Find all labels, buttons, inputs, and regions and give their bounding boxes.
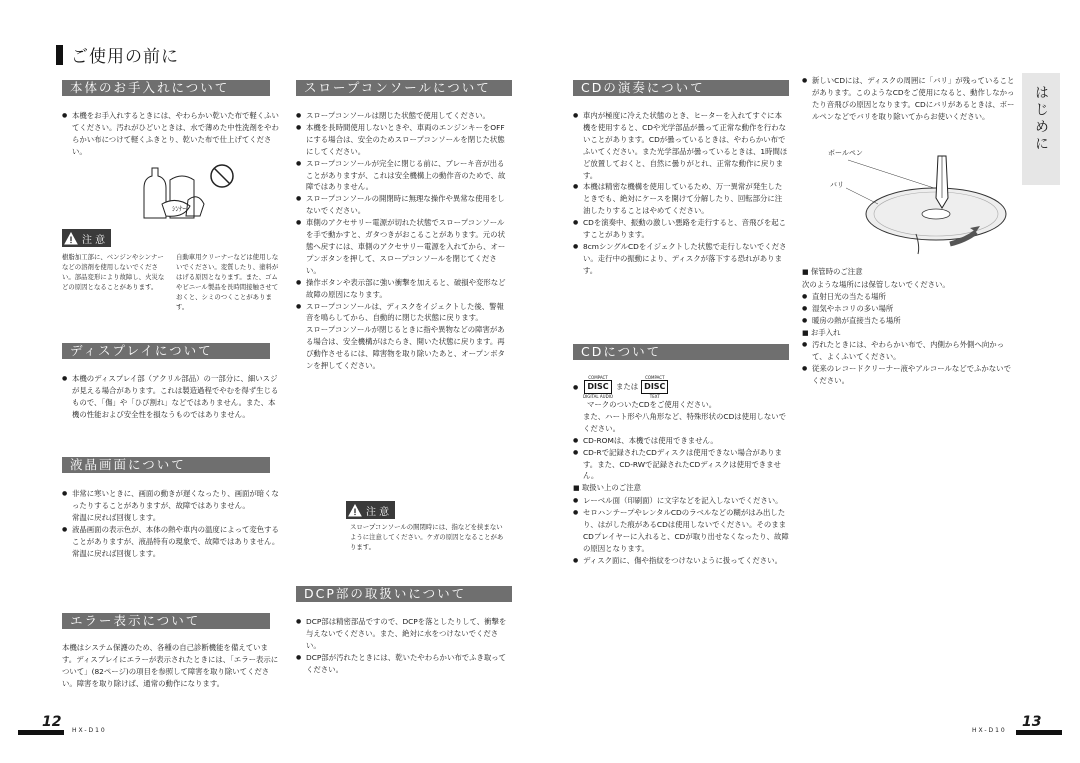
heading-cd-about: CDについて	[573, 344, 789, 360]
body-care-text	[62, 110, 280, 158]
cd-about-item-1: ● CD-ROMは、本機では使用できません。	[573, 435, 789, 447]
left-page-number: 12	[42, 714, 62, 730]
logo1-main: DISC	[584, 380, 611, 394]
error-text: 本機はシステム保護のため、各種の自己診断機能を備えています。ディスプレイにエラーが表示されたときには、「エラー表示について」(82ページ)の項目を参照して障害を取り除いてください。障害を取り除けば、通常の動作になります。	[62, 643, 279, 688]
side-tab-label: はじめに	[1033, 85, 1049, 153]
dcp-item-2: ● DCP部が汚れたときには、乾いたやわらかい布でふき取ってください。	[296, 652, 510, 676]
storage-item-2: ● 湿気やホコリの多い場所	[802, 303, 1016, 315]
slope-item-8: スロープコンソールが閉じるときに指や異物などの障害がある場合は、安全機構がはたらき、開いた状態に戻ります。再び動作させるには、障害物を取り除いたあと、オープンボタンを押してください。	[306, 325, 505, 371]
caution-label: 注 意	[366, 506, 390, 518]
care-item-2: ● 従来のレコードクリーナー液やアルコールなどでふかないでください。	[802, 363, 1016, 387]
slope-item-2: ● 本機を長時間使用しないときや、車両のエンジンキーをOFFにする場合は、安全のためスロープコンソールを閉じた状態にしてください。	[296, 122, 510, 158]
handling-item-1: ● レーベル面（印刷面）に文字などを記入しないでください。	[573, 495, 789, 507]
logo2-main: DISC	[641, 380, 668, 394]
cd-play-item-4: ● 8cmシングルCDをイジェクトした状態で走行しないでください。走行中の振動により、ディスクが落下する恐れがあります。	[573, 241, 789, 277]
slope-item-6: ● 操作ボタンや表示部に強い衝撃を加えると、破損や変形など故障の原因になります。	[296, 277, 510, 301]
slope-item-3: ● スロープコンソールが完全に閉じる前に、ブレーキ音が出ることがありますが、これは安全機構上の動作音のためで、故障ではありません。	[296, 158, 510, 194]
cd-play-item-2: ● 本機は精密な機構を使用しているため、万一異常が発生したときでも、絶対にケースを開けて分解したり、回転部分に注油したりすることはやめてください。	[573, 181, 789, 217]
new-cd-item: ● 新しいCDには、ディスクの周囲に「バリ」が残っていることがあります。このようなCDをご使用になると、動作しなかったり音飛びの原因となります。CDにバリがあるときは、ボールペンなどでバリを取り除いてからお使いください。	[802, 75, 1016, 123]
heading-cd-play: CDの演奏について	[573, 80, 789, 96]
lcd-text	[62, 488, 280, 559]
heading-dcp: DCP部の取扱いについて	[296, 586, 512, 602]
display-text	[62, 373, 280, 421]
label-burr: バリ	[830, 181, 844, 189]
cd-about-cont: また、ハート形や八角形など、特殊形状のCDは使用しないでください。	[583, 411, 787, 433]
slope-caution-text: スロープコンソールの開閉時には、指などを挟まないように注意してください。ケガの原因となることがあります。	[350, 523, 504, 551]
heading-body-care: 本体のお手入れについて	[62, 80, 270, 96]
logo2-top: COMPACT	[645, 375, 665, 380]
storage-intro: 次のような場所には保管しないでください。	[802, 279, 950, 289]
slope-item-1: ● スロープコンソールは閉じた状態で使用してください。	[296, 110, 510, 122]
right-model: HX-D10	[972, 727, 1007, 734]
label-ballpoint-pen: ボールペン	[828, 149, 863, 157]
dcp-item-1: ● DCP部は精密部品ですので、DCPを落としたりして、衝撃を与えないでください。また、絶対に水をつけないでください。	[296, 616, 510, 652]
care-title: ■ お手入れ	[802, 327, 1016, 340]
compact-disc-digital-audio-logo	[583, 375, 613, 399]
care-item-1: ● 汚れたときには、やわらかい布で、内側から外側へ向かって、よくふいてください。	[802, 339, 1016, 363]
caution-text-right: 自動車用クリーナーなどは使用しないでください。変質したり、塗料がはげる原因となります。また、ゴムやビニール製品を長時間接触させておくと、シミのつくことがあります。	[176, 253, 279, 311]
handling-item-3: ● ディスク面に、傷や指紋をつけないように扱ってください。	[573, 555, 789, 567]
caution-text-left: 樹脂加工部に、ベンジンやシンナーなどの溶剤を使用しないでください。部品変形により故障し、火災などの原因となることがあります。	[62, 253, 165, 291]
logo1-top: COMPACT	[588, 375, 608, 380]
heading-display: ディスプレイについて	[62, 343, 270, 359]
svg-text:ｼﾝﾅｰ: ｼﾝﾅｰ	[172, 205, 186, 213]
logo-text: マークのついたCDをご使用ください。	[587, 400, 717, 409]
cd-play-item-3: ● CDを演奏中、振動の激しい悪路を走行すると、音飛びを起こすことがあります。	[573, 217, 789, 241]
page-title-wrap	[56, 42, 179, 67]
cleaning-illustration	[136, 160, 246, 222]
body-care-item: ● 本機をお手入れするときには、やわらかい乾いた布で軽くふいてください。汚れがひどいときは、水で薄めた中性洗剤をやわらかい布につけて軽くふきとり、乾いた布で仕上げてください。	[62, 110, 280, 158]
handling-title: ■ 取扱い上のご注意	[573, 482, 789, 495]
new-cd-text	[802, 75, 1016, 123]
error-text-block	[62, 642, 280, 690]
page-title: ご使用の前に	[71, 47, 179, 67]
slope-item-7: ● スロープコンソールは、ディスクをイジェクトした後、警報音を鳴らしてから、自動的に閉じた状態に戻ります。	[296, 301, 510, 325]
storage-text	[802, 266, 1016, 387]
lcd-item-4: 常温に戻れば回復します。	[72, 548, 161, 558]
left-page-bar	[18, 730, 64, 735]
caution-label: 注 意	[82, 234, 106, 246]
cd-about-text	[573, 375, 789, 567]
cd-play-text	[573, 110, 789, 277]
heading-slope: スロープコンソールについて	[296, 80, 512, 96]
heading-lcd: 液晶画面について	[62, 457, 270, 473]
logo1-bottom: DIGITAL AUDIO	[583, 394, 613, 399]
cd-logo-line	[573, 375, 789, 411]
lcd-item-1: ● 非常に寒いときに、画面の動きが遅くなったり、画面が暗くなったりすることがありますが、故障ではありません。	[62, 488, 280, 512]
caution-badge-body	[62, 229, 111, 247]
warning-icon	[348, 504, 362, 517]
display-item: ● 本機のディスプレイ部（アクリル部品）の一部分に、細いスジが見える場合があります。これは製造過程でやむを得ず生じるもので、「傷」や「ひび割れ」などではありません。また、本機の性能および安全性を損なうものではありません。	[62, 373, 280, 421]
logo-or: または	[615, 382, 639, 392]
right-page-bar	[1016, 730, 1062, 735]
bullet: ●	[573, 384, 579, 391]
slope-item-4: ● スロープコンソールの開閉時に無理な操作や異常な使用をしないでください。	[296, 193, 510, 217]
slope-text	[296, 110, 510, 372]
storage-item-1: ● 直射日光の当たる場所	[802, 291, 1016, 303]
slope-item-5: ● 車側のアクセサリー電源が切れた状態でスロープコンソールを手で動かすと、ガタつきがおこることがあります。元の状態へ戻すには、車側のアクセサリー電源を入れてから、オープンボタンを押して、スロープコンソールを閉じてください。	[296, 217, 510, 277]
left-model: HX-D10	[72, 727, 107, 734]
heading-error: エラー表示について	[62, 613, 270, 629]
side-tab	[1022, 73, 1060, 185]
caution-badge-slope	[346, 501, 395, 519]
logo2-bottom: TEXT	[649, 394, 660, 399]
cd-about-item-2: ● CD-Rで記録されたCDディスクは使用できない場合があります。また、CD-RWで記録されたCDディスクは使用できません。	[573, 447, 789, 483]
right-page-number: 13	[1022, 714, 1042, 730]
handling-item-2: ● セロハンテープやレンタルCDのラベルなどの糊がはみ出したり、はがした痕があるCDは使用しないでください。そのままCDプレイヤーに入れると、CDが取り出せなくなったり、故障の原因となります。	[573, 507, 789, 555]
cd-burr-illustration	[826, 152, 1016, 260]
warning-icon	[64, 232, 78, 245]
storage-item-3: ● 暖房の熱が直接当たる場所	[802, 315, 1016, 327]
dcp-text	[296, 616, 510, 676]
storage-title: ■ 保管時のご注意	[802, 266, 1016, 279]
lcd-item-3: ● 液晶画面の表示色が、本体の熱や車内の温度によって変色することがありますが、液晶特有の現象で、故障ではありません。	[62, 524, 280, 548]
title-bar-mark	[56, 45, 63, 65]
lcd-item-2: 常温に戻れば回復します。	[72, 512, 161, 522]
compact-disc-text-logo	[641, 375, 668, 399]
cd-play-item-1: ● 車内が極度に冷えた状態のとき、ヒーターを入れてすぐに本機を使用すると、CDや光学部品が曇って正常な動作を行わないことがあります。CDが曇っているときは、やわらかい布でふいてください。また光学部品が曇っているときは、1時間ほど放置しておくと、自然に曇りがとれ、正常な動作に戻ります。	[573, 110, 789, 181]
